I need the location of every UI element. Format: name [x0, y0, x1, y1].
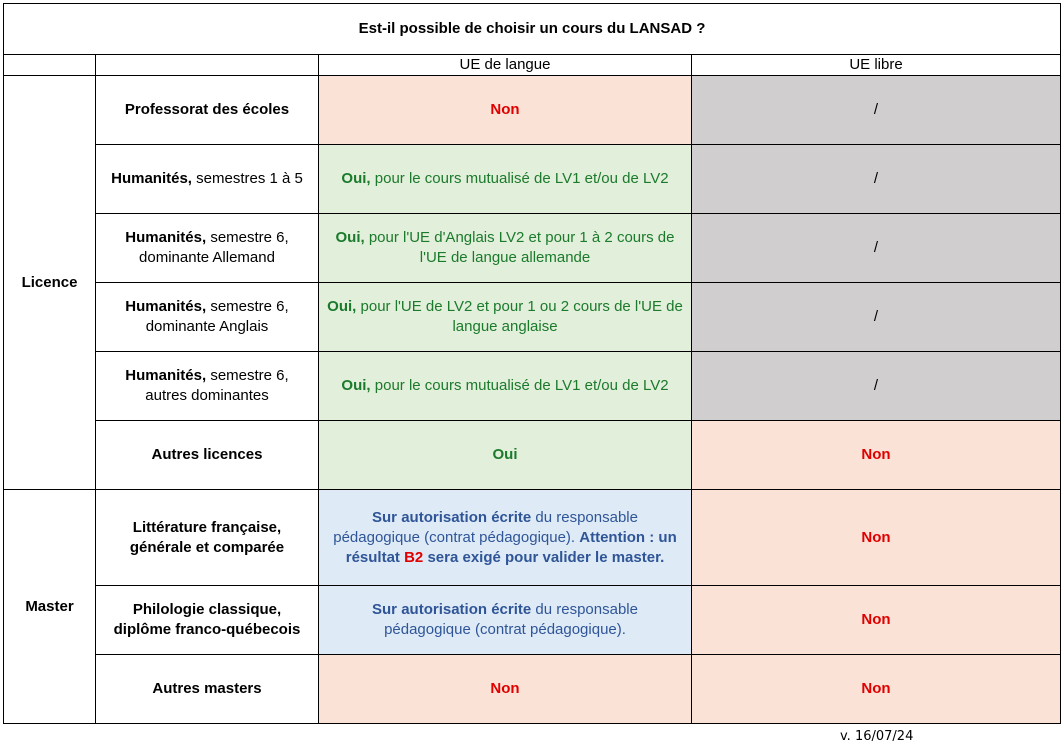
- table-row: [4, 76, 1061, 145]
- version-label: v. 16/07/24: [840, 729, 914, 744]
- ue-libre-cell: /: [692, 76, 1061, 145]
- row-label: Autres masters: [96, 655, 319, 724]
- table-row: [4, 655, 1061, 724]
- ue-libre-cell: Non: [692, 586, 1061, 655]
- row-label: Philologie classique, diplôme franco-québecois: [96, 586, 319, 655]
- lansad-table: [3, 3, 1061, 724]
- table-row: [4, 145, 1061, 214]
- group-licence: Licence: [4, 76, 96, 490]
- ue-langue-cell: Oui, pour le cours mutualisé de LV1 et/ou de LV2: [319, 352, 692, 421]
- header-ue-libre: UE libre: [692, 55, 1061, 76]
- table-title: Est-il possible de choisir un cours du LANSAD ?: [4, 4, 1061, 55]
- table-row: [4, 283, 1061, 352]
- ue-langue-cell: Oui: [319, 421, 692, 490]
- ue-libre-cell: /: [692, 214, 1061, 283]
- table-row: [4, 490, 1061, 586]
- row-label: Humanités, semestre 6, dominante Allemand: [96, 214, 319, 283]
- b2-level: B2: [404, 548, 424, 566]
- table-row: [4, 586, 1061, 655]
- ue-langue-cell: Oui, pour l'UE d'Anglais LV2 et pour 1 à 2 cours de l'UE de langue allemande: [319, 214, 692, 283]
- ue-libre-cell: Non: [692, 655, 1061, 724]
- table-row: [4, 214, 1061, 283]
- table-row: [4, 352, 1061, 421]
- header-empty-2: [96, 55, 319, 76]
- row-label: Humanités, semestres 1 à 5: [96, 145, 319, 214]
- ue-libre-cell: Non: [692, 421, 1061, 490]
- header-ue-langue: UE de langue: [319, 55, 692, 76]
- row-label: Humanités, semestre 6, autres dominantes: [96, 352, 319, 421]
- table-row: [4, 421, 1061, 490]
- ue-langue-cell: Non: [319, 76, 692, 145]
- row-label: Humanités, semestre 6, dominante Anglais: [96, 283, 319, 352]
- ue-langue-cell: Oui, pour l'UE de LV2 et pour 1 ou 2 cours de l'UE de langue anglaise: [319, 283, 692, 352]
- ue-langue-cell: Sur autorisation écrite du responsable pédagogique (contrat pédagogique). Attention : un résultat B2 sera exigé pour valider le master.: [319, 490, 692, 586]
- ue-langue-cell: Oui, pour le cours mutualisé de LV1 et/ou de LV2: [319, 145, 692, 214]
- row-label: Autres licences: [96, 421, 319, 490]
- ue-libre-cell: Non: [692, 490, 1061, 586]
- row-label: Professorat des écoles: [96, 76, 319, 145]
- header-empty-1: [4, 55, 96, 76]
- header-row: [4, 55, 1061, 76]
- ue-libre-cell: /: [692, 283, 1061, 352]
- ue-langue-cell: Non: [319, 655, 692, 724]
- row-label: Littérature française, générale et comparée: [96, 490, 319, 586]
- ue-libre-cell: /: [692, 352, 1061, 421]
- ue-langue-cell: Sur autorisation écrite du responsable pédagogique (contrat pédagogique).: [319, 586, 692, 655]
- ue-libre-cell: /: [692, 145, 1061, 214]
- group-master: Master: [4, 490, 96, 724]
